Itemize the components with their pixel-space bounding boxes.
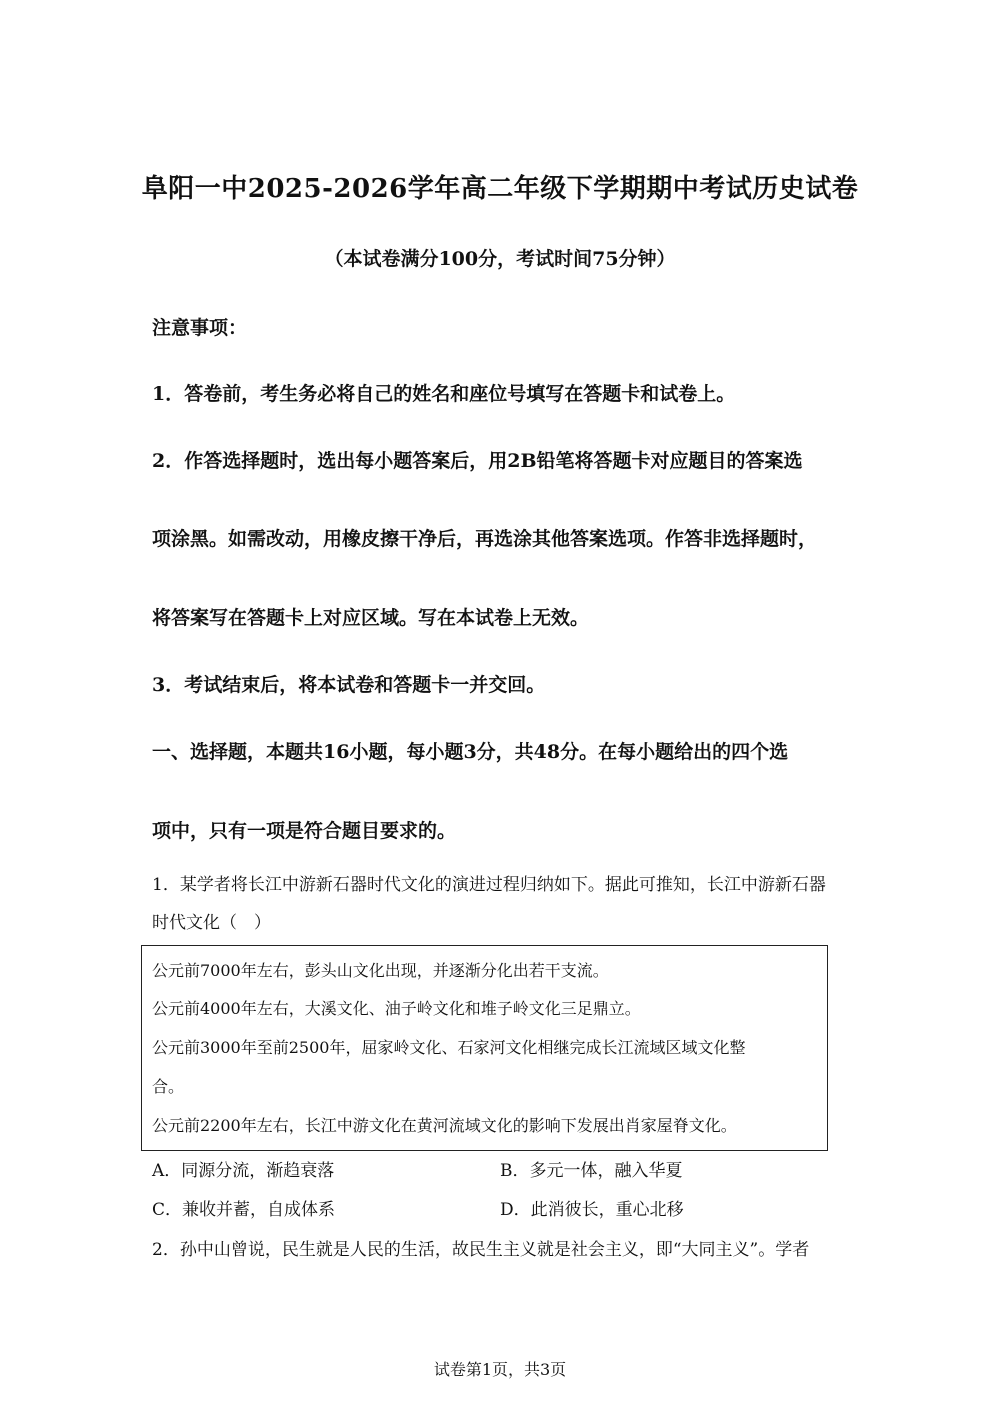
page-footer: 试卷第1页，共3页 [433,1360,567,1379]
question-1-option-b: B．多元一体，融入华夏 [500,1161,683,1181]
question-1-material-box [141,945,828,1151]
notice-heading: 注意事项： [152,317,248,339]
material-line-4: 合。 [152,1077,185,1096]
material-line-2: 公元前4000年左右，大溪文化、油子岭文化和堆子岭文化三足鼎立。 [152,999,641,1018]
section-1-heading-line-1: 一、选择题，本题共16小题，每小题3分，共48分。在每小题给出的四个选 [152,741,789,763]
question-1-stem-line-1: 1．某学者将长江中游新石器时代文化的演进过程归纳如下。据此可推知，长江中游新石器 [152,875,826,895]
question-2-stem-line-1: 2．孙中山曾说，民生就是人民的生活，故民生主义就是社会主义，即“大同主义”。学者 [152,1240,810,1260]
notice-item-3: 3．考试结束后，将本试卷和答题卡一并交回。 [152,674,546,696]
material-line-5: 公元前2200年左右，长江中游文化在黄河流域文化的影响下发展出肖家屋脊文化。 [152,1116,737,1135]
question-1-stem-line-2: 时代文化（ ） [152,913,271,933]
question-1-option-a: A．同源分流，渐趋衰落 [152,1161,335,1181]
question-1-option-c: C．兼收并蓄，自成体系 [152,1200,336,1220]
material-line-3: 公元前3000年至前2500年，屈家岭文化、石家河文化相继完成长江流域区域文化整 [152,1038,746,1057]
notice-item-2-line-1: 2．作答选择题时，选出每小题答案后，用2B铅笔将答题卡对应题目的答案选 [152,450,803,472]
notice-item-2-line-2: 项涂黑。如需改动，用橡皮擦干净后，再选涂其他答案选项。作答非选择题时， [152,528,818,550]
section-1-heading-line-2: 项中，只有一项是符合题目要求的。 [152,820,457,842]
exam-title: 阜阳一中2025-2026学年高二年级下学期期中考试历史试卷 [141,174,859,204]
material-line-1: 公元前7000年左右，彭头山文化出现，并逐渐分化出若干支流。 [152,961,609,980]
exam-subtitle: （本试卷满分100分，考试时间75分钟） [324,248,676,270]
notice-item-1: 1．答卷前，考生务必将自己的姓名和座位号填写在答题卡和试卷上。 [152,383,736,405]
notice-item-2-line-3: 将答案写在答题卡上对应区域。写在本试卷上无效。 [152,607,590,629]
question-1-option-d: D．此消彼长，重心北移 [500,1200,684,1220]
